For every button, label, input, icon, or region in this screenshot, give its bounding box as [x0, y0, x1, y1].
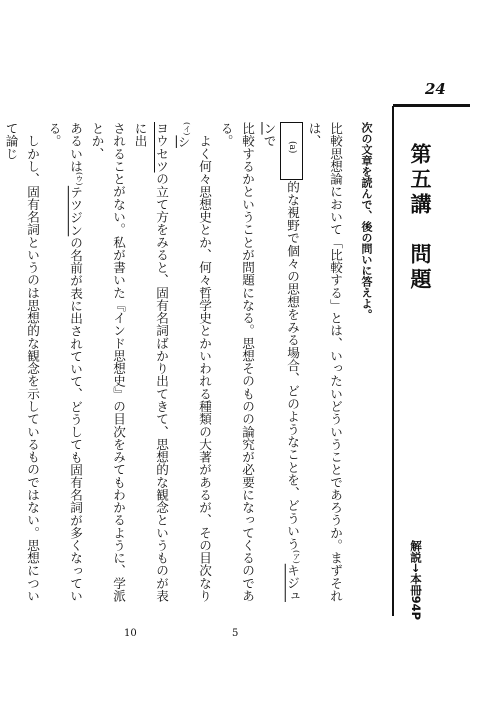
passage-line-3: 比較するかということが問題になる。思想そのものの論究が必要になってくるのである。	[218, 122, 255, 602]
header-rule	[393, 104, 470, 107]
marker-u: (ウ)	[75, 172, 84, 186]
underlined-word-u: テツジン	[68, 185, 83, 237]
chapter-title: 第五講 問題	[408, 143, 432, 293]
underlined-word-i-part2: ヨウセツ	[154, 122, 169, 173]
underlined-word-a: キジュン	[261, 122, 300, 602]
marker-a: (ア)	[292, 550, 301, 564]
marker-i: (イ)	[182, 122, 192, 136]
vertical-rule	[392, 106, 394, 616]
passage-line-2: (a)的な視野で個々の思想をみる場合、どのようなことを、どういう(ア)キジュンで	[261, 122, 301, 602]
passage-line-5: ヨウセツの立て方をみると、固有名詞ばかり出てきて、思想的な観念というものが表に出	[132, 122, 169, 602]
passage-line-7: あるいは(ウ)テツジンの名前が表に出されていて、どうしても固有名詞が多くなっている。	[46, 122, 84, 602]
passage-line-6: されることがない。私が書いた『インド思想史』の目次をみてもわかるように、学派とか、	[89, 122, 126, 602]
underlined-word-i-part1: シ	[175, 135, 191, 148]
passage-line-1: 比較思想論において「比較する」とは、いったいどういうことであろうか。まずそれは、	[306, 122, 343, 602]
page-number: 24	[425, 80, 446, 98]
line-number-10: 10	[124, 628, 137, 639]
passage	[3, 122, 346, 602]
passage-line-8: しかし、固有名詞というのは思想的な観念を示しているものではない。思想について論じ	[3, 122, 40, 602]
passage-line-4: よく何々思想史とか、何々哲学史とかいわれる種類の大著があるが、その目次なり(イ)シ	[175, 122, 212, 602]
instruction-text: 次の文章を読んで、後の問いに答えよ。	[360, 122, 373, 320]
answer-reference: 解説→本冊94P	[409, 540, 423, 621]
blank-box-a: (a)	[280, 122, 304, 180]
line-number-5: 5	[232, 628, 239, 639]
